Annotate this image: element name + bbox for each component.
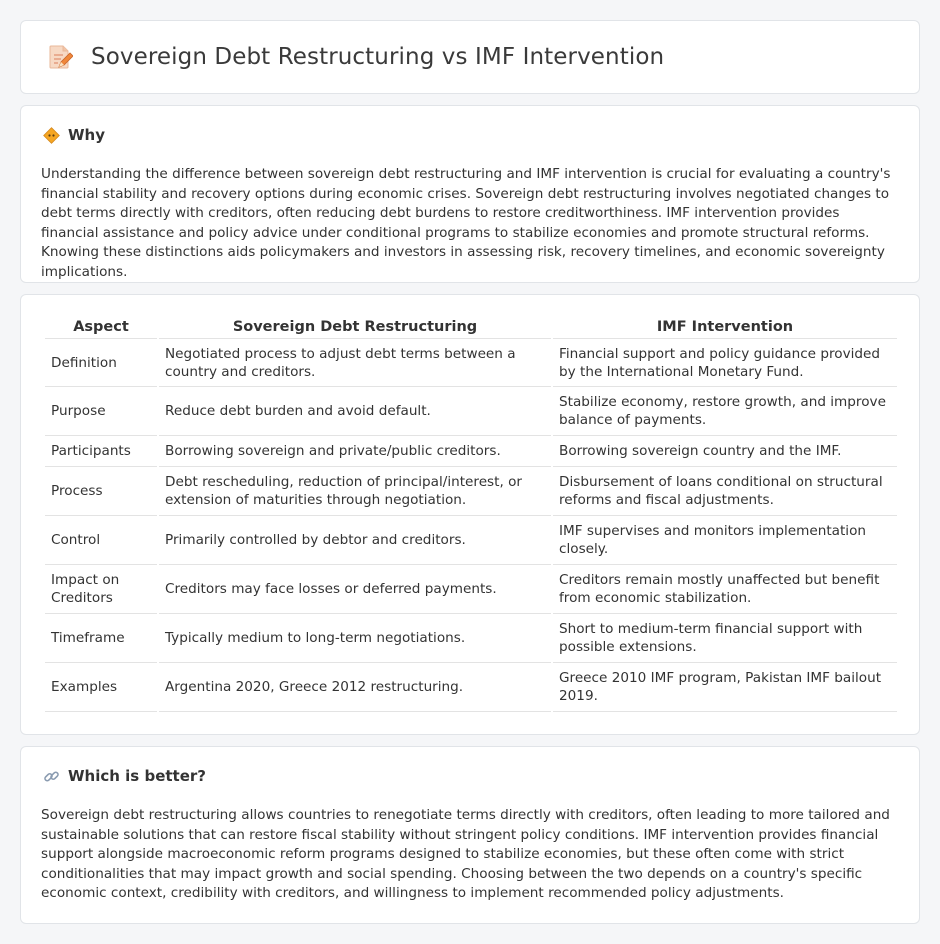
header-aspect: Aspect <box>45 315 157 339</box>
cell-imf: IMF supervises and monitors implementation closely. <box>553 516 897 565</box>
cell-aspect: Purpose <box>45 387 157 436</box>
cell-sovereign-debt: Argentina 2020, Greece 2012 restructuring. <box>159 663 551 712</box>
cell-sovereign-debt: Borrowing sovereign and private/public creditors. <box>159 436 551 467</box>
cell-imf: Borrowing sovereign country and the IMF. <box>553 436 897 467</box>
cell-sovereign-debt: Creditors may face losses or deferred payments. <box>159 565 551 614</box>
cell-aspect: Participants <box>45 436 157 467</box>
link-icon <box>43 768 60 785</box>
cell-aspect: Timeframe <box>45 614 157 663</box>
cell-imf: Creditors remain mostly unaffected but benefit from economic stabilization. <box>553 565 897 614</box>
cell-imf: Short to medium-term financial support with possible extensions. <box>553 614 897 663</box>
table-row <box>45 516 897 565</box>
table-row <box>45 663 897 712</box>
title-row <box>47 43 664 71</box>
cell-sovereign-debt: Typically medium to long-term negotiations. <box>159 614 551 663</box>
cell-sovereign-debt: Reduce debt burden and avoid default. <box>159 387 551 436</box>
table-row <box>45 614 897 663</box>
cell-sovereign-debt: Negotiated process to adjust debt terms between a country and creditors. <box>159 339 551 387</box>
why-title: Why <box>68 126 106 144</box>
page-title: Sovereign Debt Restructuring vs IMF Intervention <box>91 44 665 70</box>
better-heading <box>43 767 206 785</box>
cell-aspect: Impact on Creditors <box>45 565 157 614</box>
comparison-table <box>43 315 899 712</box>
table-row <box>45 339 897 387</box>
table-row <box>45 467 897 516</box>
table-row <box>45 387 897 436</box>
cell-sovereign-debt: Primarily controlled by debtor and creditors. <box>159 516 551 565</box>
diamond-sign-icon <box>43 127 60 144</box>
header-card <box>20 20 920 94</box>
better-title: Which is better? <box>68 767 206 785</box>
cell-sovereign-debt: Debt rescheduling, reduction of principal/interest, or extension of maturities through negotiation. <box>159 467 551 516</box>
cell-imf: Stabilize economy, restore growth, and improve balance of payments. <box>553 387 897 436</box>
cell-imf: Disbursement of loans conditional on structural reforms and fiscal adjustments. <box>553 467 897 516</box>
cell-imf: Greece 2010 IMF program, Pakistan IMF bailout 2019. <box>553 663 897 712</box>
table-row <box>45 436 897 467</box>
cell-imf: Financial support and policy guidance provided by the International Monetary Fund. <box>553 339 897 387</box>
why-text: Understanding the difference between sovereign debt restructuring and IMF intervention is crucial for evaluating a country's financial stability and recovery options during economic crises. Sovereign debt restructuring involves negotiated changes to debt terms directly with creditors, often reducing debt burdens to restore creditworthiness. IMF intervention provides financial assistance and policy advice under conditional programs to stabilize economies and promote structural reforms. Knowing these distinctions aids policymakers and investors in assessing risk, recovery timelines, and economic sovereignty implications. <box>41 166 891 280</box>
cell-aspect: Control <box>45 516 157 565</box>
better-text: Sovereign debt restructuring allows countries to renegotiate terms directly with creditors, often leading to more tailored and sustainable solutions that can restore fiscal stability without stringent policy conditions. IMF intervention provides financial support alongside macroeconomic reform programs designed to stabilize economies, but these often come with strict conditionalities that may impact growth and social spending. Choosing between the two depends on a country's specific economic context, credibility with creditors, and willingness to implement recommended policy adjustments. <box>41 807 890 902</box>
better-section <box>20 746 920 924</box>
document-pencil-icon <box>47 43 73 71</box>
header-sovereign-debt: Sovereign Debt Restructuring <box>159 315 551 339</box>
cell-aspect: Examples <box>45 663 157 712</box>
table-header-row <box>45 315 897 339</box>
why-section <box>20 105 920 283</box>
cell-aspect: Definition <box>45 339 157 387</box>
cell-aspect: Process <box>45 467 157 516</box>
table-row <box>45 565 897 614</box>
header-imf: IMF Intervention <box>553 315 897 339</box>
why-heading <box>43 126 105 144</box>
comparison-section <box>20 294 920 735</box>
